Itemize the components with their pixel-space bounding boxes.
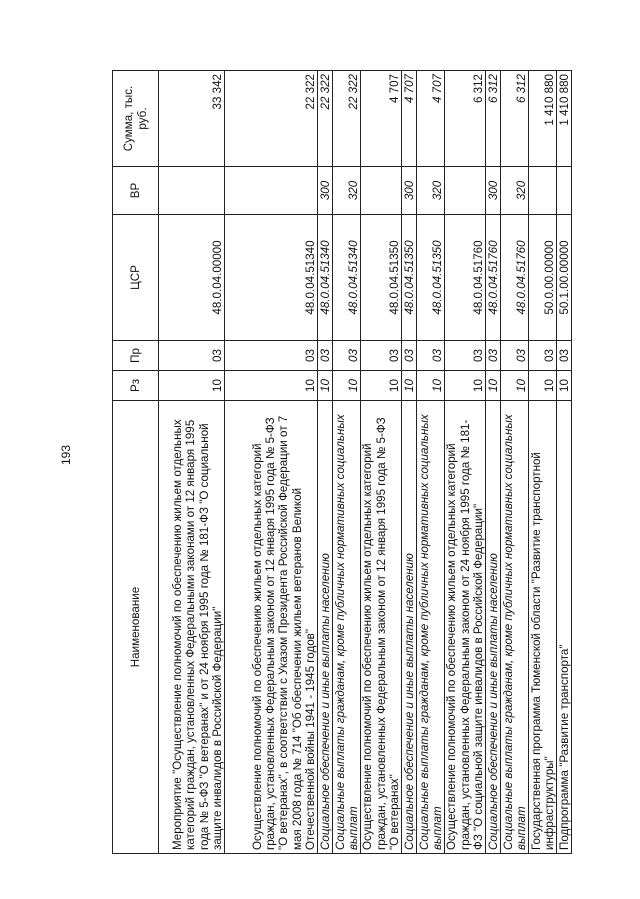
cell-csr: 48.0.04.51340	[225, 215, 318, 341]
cell-csr: 50.1.00.00000	[557, 215, 572, 341]
table-row	[159, 71, 225, 854]
cell-name: Социальное обеспечение и иные выплаты населению	[318, 401, 333, 854]
table-row	[501, 71, 529, 854]
cell-name: Социальное обеспечение и иные выплаты населению	[486, 401, 501, 854]
cell-csr: 48.0.04.51340	[333, 215, 361, 341]
cell-vr: 300	[486, 167, 501, 215]
cell-rz: 10	[417, 371, 445, 401]
cell-csr: 48.0.04.51760	[501, 215, 529, 341]
cell-sum: 6 312	[486, 71, 501, 167]
table-row	[417, 71, 445, 854]
cell-sum: 4 707	[417, 71, 445, 167]
cell-vr	[225, 167, 318, 215]
cell-csr: 48.0.04.00000	[159, 215, 225, 341]
cell-vr	[529, 167, 557, 215]
table-row	[402, 71, 417, 854]
cell-name: Мероприятие "Осуществление полномочий по обеспечению жильем отдельных категорий граждан, установленных Федеральными законами от 12 января 1995 года № 5-ФЗ "О ветеранах" и от 24 ноября 1995 года № 181-ФЗ "О социальной защите инвалидов в Российской Федерации"	[159, 401, 225, 854]
cell-sum: 1 410 880	[529, 71, 557, 167]
cell-vr: 320	[501, 167, 529, 215]
cell-pr: 03	[402, 341, 417, 371]
cell-csr: 48.0.04.51340	[318, 215, 333, 341]
table-row	[445, 71, 486, 854]
cell-csr: 48.0.04.51760	[486, 215, 501, 341]
cell-csr: 48.0.04.51350	[361, 215, 402, 341]
cell-pr: 03	[445, 341, 486, 371]
cell-name: Социальные выплаты гражданам, кроме публичных нормативных социальных выплат	[501, 401, 529, 854]
cell-sum: 33 342	[159, 71, 225, 167]
page-number: 193	[59, 444, 73, 466]
cell-sum: 22 322	[318, 71, 333, 167]
cell-name: Подпрограмма "Развитие транспорта"	[557, 401, 572, 854]
cell-rz: 10	[529, 371, 557, 401]
header-vr: ВР	[113, 167, 159, 215]
cell-vr: 320	[417, 167, 445, 215]
table-row	[529, 71, 557, 854]
cell-csr: 48.0.04.51760	[445, 215, 486, 341]
cell-pr: 03	[486, 341, 501, 371]
cell-vr	[159, 167, 225, 215]
cell-pr: 03	[333, 341, 361, 371]
cell-rz: 10	[225, 371, 318, 401]
header-sum: Сумма, тыс. руб.	[113, 71, 159, 167]
cell-vr	[445, 167, 486, 215]
rotated-table-container	[112, 71, 569, 854]
table-header-row	[113, 71, 159, 854]
cell-pr: 03	[417, 341, 445, 371]
header-name: Наименование	[113, 401, 159, 854]
cell-rz: 10	[486, 371, 501, 401]
cell-vr: 300	[318, 167, 333, 215]
cell-pr: 03	[225, 341, 318, 371]
cell-csr: 48.0.04.51350	[402, 215, 417, 341]
cell-name: Социальное обеспечение и иные выплаты населению	[402, 401, 417, 854]
cell-name: Осуществление полномочий по обеспечению жильем отдельных категорий граждан, установленных Федеральным законом от 24 ноября 1995 года № 181-ФЗ "О социальной защите инвалидов в Российской Федерации"	[445, 401, 486, 854]
cell-sum: 1 410 880	[557, 71, 572, 167]
document-page	[112, 71, 569, 854]
cell-name: Осуществление полномочий по обеспечению жильем отдельных категорий граждан, установленных Федеральным законом от 12 января 1995 года № 5-ФЗ "О ветеранах"	[361, 401, 402, 854]
cell-pr: 03	[529, 341, 557, 371]
table-row	[318, 71, 333, 854]
cell-name: Социальные выплаты гражданам, кроме публичных нормативных социальных выплат	[333, 401, 361, 854]
table-row	[486, 71, 501, 854]
cell-sum: 4 707	[402, 71, 417, 167]
cell-pr: 03	[557, 341, 572, 371]
cell-sum: 4 707	[361, 71, 402, 167]
cell-rz: 10	[361, 371, 402, 401]
cell-name: Социальные выплаты гражданам, кроме публичных нормативных социальных выплат	[417, 401, 445, 854]
cell-pr: 03	[159, 341, 225, 371]
header-rz: Рз	[113, 371, 159, 401]
cell-csr: 48.0.04.51350	[417, 215, 445, 341]
cell-sum: 6 312	[501, 71, 529, 167]
cell-pr: 03	[361, 341, 402, 371]
cell-name: Государственная программа Тюменской области "Развитие транспортной инфраструктуры"	[529, 401, 557, 854]
cell-rz: 10	[445, 371, 486, 401]
table-row	[557, 71, 572, 854]
cell-rz: 10	[318, 371, 333, 401]
cell-pr: 03	[501, 341, 529, 371]
cell-rz: 10	[402, 371, 417, 401]
table-row	[333, 71, 361, 854]
cell-vr: 320	[333, 167, 361, 215]
cell-rz: 10	[333, 371, 361, 401]
header-pr: Пр	[113, 341, 159, 371]
cell-vr: 300	[402, 167, 417, 215]
cell-sum: 6 312	[445, 71, 486, 167]
table-row	[225, 71, 318, 854]
table-row	[361, 71, 402, 854]
budget-table	[112, 70, 572, 854]
cell-vr	[361, 167, 402, 215]
cell-vr	[557, 167, 572, 215]
cell-sum: 22 322	[225, 71, 318, 167]
cell-rz: 10	[557, 371, 572, 401]
header-csr: ЦСР	[113, 215, 159, 341]
cell-rz: 10	[159, 371, 225, 401]
cell-pr: 03	[318, 341, 333, 371]
cell-rz: 10	[501, 371, 529, 401]
cell-sum: 22 322	[333, 71, 361, 167]
cell-csr: 50.0.00.00000	[529, 215, 557, 341]
cell-name: Осуществление полномочий по обеспечению жильем отдельных категорий граждан, установленных Федеральным законом от 12 января 1995 года № 5-ФЗ "О ветеранах", в соответствии с Указом Президента Российской Федерации от 7 мая 2008 года № 714 "Об обеспечении жильем ветеранов Великой Отечественной войны 1941 - 1945 годов"	[225, 401, 318, 854]
